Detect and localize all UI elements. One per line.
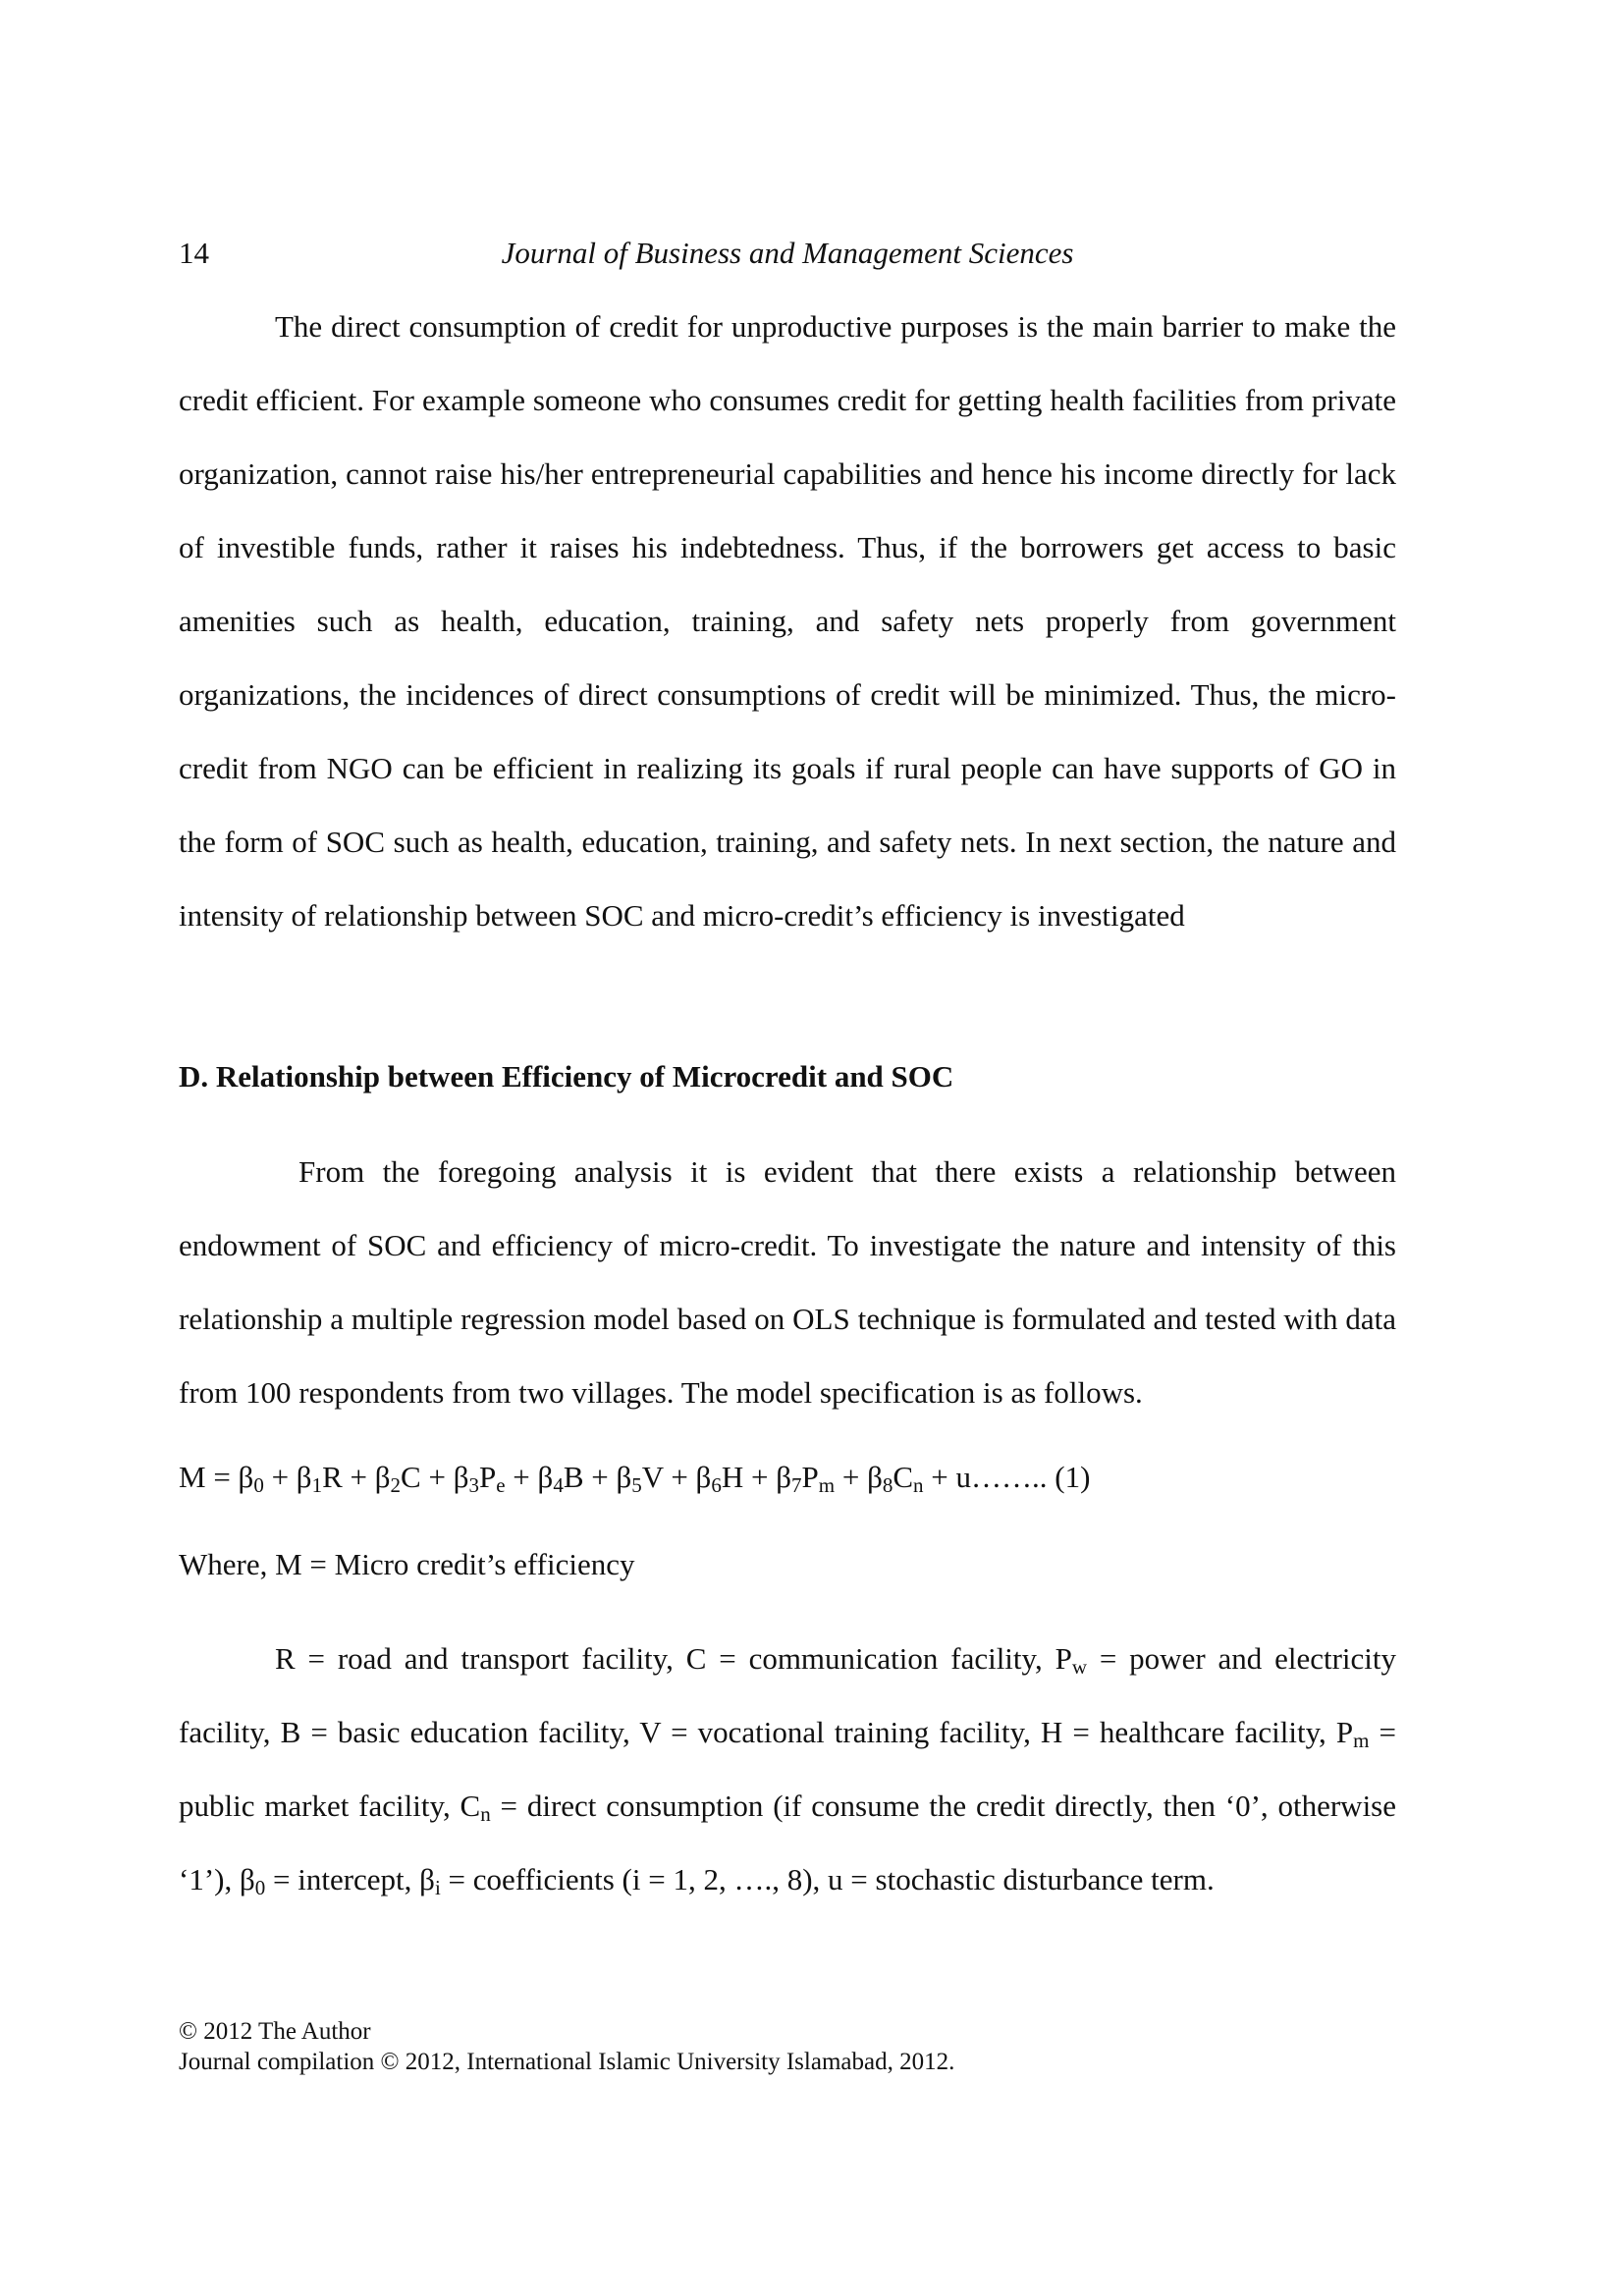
where-line: Where, M = Micro credit’s efficiency [179, 1547, 635, 1581]
section-heading: D. Relationship between Efficiency of Microcredit and SOC [179, 1059, 954, 1094]
equation-number: (1) [1047, 1460, 1091, 1494]
footer-line-compilation: Journal compilation © 2012, International Islamic University Islamabad, 2012. [179, 2049, 955, 2075]
running-header [179, 232, 1396, 275]
page-number: 14 [179, 236, 209, 270]
body-paragraph-1: The direct consumption of credit for unproductive purposes is the main barrier to make the credit efficient. For example someone who consumes credit for getting health facilities from private organization, cannot raise his/her entrepreneurial capabilities and hence his income directly for lack of investible funds, rather it raises his indebtedness. Thus, if the borrowers get access to basic amenities such as health, education, training, and safety nets properly from government organizations, the incidences of direct consumptions of credit will be minimized. Thus, the micro-credit from NGO can be efficient in realizing its goals if rural people can have supports of GO in the form of SOC such as health, education, training, and safety nets. In next section, the nature and intensity of relationship between SOC and micro-credit’s efficiency is investigated [179, 309, 1396, 933]
variable-definitions: R = road and transport facility, C = communication facility, $P_w$ = power and electricity facility, B = basic education facility, V = vocational training facility, H = healthcare facility, $P_m$ = public market facility, $C_n$ = direct consumption (if consume the credit directly, then ‘0’, otherwise ‘1’), $\beta_0$ = intercept, $\beta_i$ = coefficients (i = 1, 2, …., 8), u = stochastic disturbance term. [179, 1641, 1397, 1899]
regression-equation: $M = \beta_0 + \beta_1R + \beta_2C + \beta_3P_e + \beta_4B + \beta_5V + \beta_6H + \beta_7P_m + \beta_8C_n$ + u…….. (1) [179, 1460, 1091, 1497]
body-paragraph-2: From the foregoing analysis it is evident that there exists a relationship between endowment of SOC and efficiency of micro-credit. To investigate the nature and intensity of this relationship a multiple regression model based on OLS technique is formulated and tested with data from 100 respondents from two villages. The model specification is as follows. [179, 1154, 1396, 1410]
copyright-footer [179, 2016, 954, 2077]
journal-title: Journal of Business and Management Sciences [501, 236, 1074, 270]
footer-line-author: © 2012 The Author [179, 2018, 371, 2045]
